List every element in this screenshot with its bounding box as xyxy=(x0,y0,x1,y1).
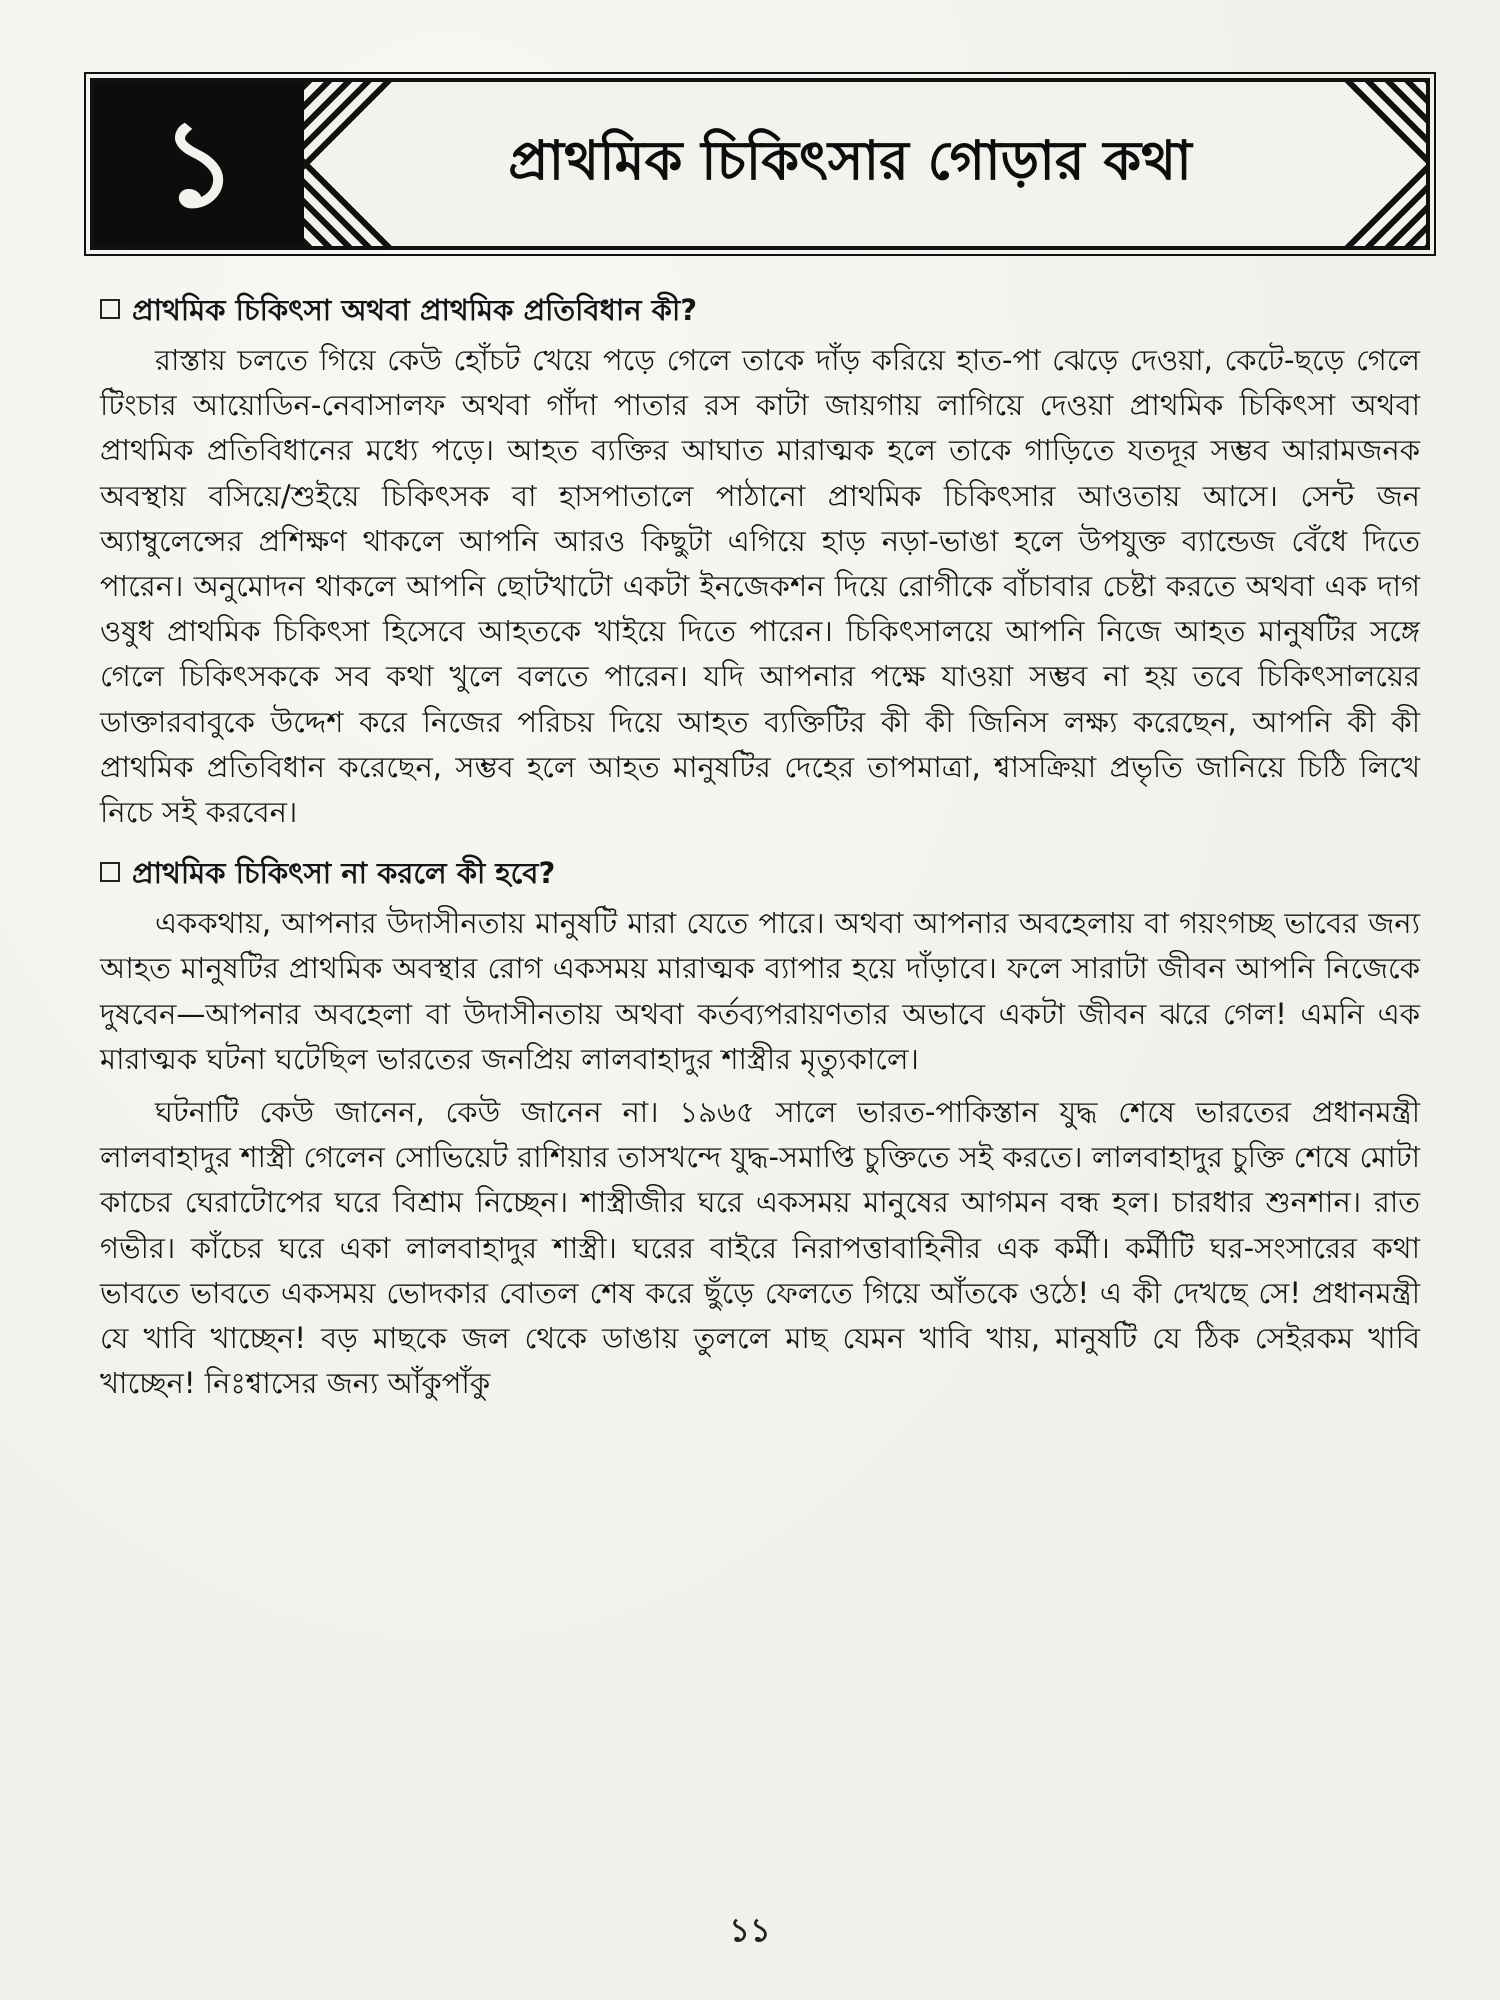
page-body xyxy=(100,288,1420,1414)
checkbox-bullet-icon xyxy=(100,299,120,319)
chapter-number-block xyxy=(94,82,304,246)
section-heading xyxy=(100,288,1420,332)
paragraph: রাস্তায় চলতে গিয়ে কেউ হোঁচট খেয়ে পড়ে গেলে তাকে দাঁড় করিয়ে হাত-পা ঝেড়ে দেওয়া, কেটে-ছড়ে গেলে টিংচার আয়োডিন-নেবাসালফ অথবা গাঁদা পাতার রস কাটা জায়গায় লাগিয়ে দেওয়া প্রাথমিক চিকিৎসা অথবা প্রাথমিক প্রতিবিধানের মধ্যে পড়ে। আহত ব্যক্তির আঘাত মারাত্মক হলে তাকে গাড়িতে যতদূর সম্ভব আরামজনক অবস্থায় বসিয়ে/শুইয়ে চিকিৎসক বা হাসপাতালে পাঠানো প্রাথমিক চিকিৎসার আওতায় আসে। সেন্ট জন অ্যাম্বুলেন্সের প্রশিক্ষণ থাকলে আপনি আরও কিছুটা এগিয়ে হাড় নড়া-ভাঙা হলে উপযুক্ত ব্যান্ডেজ বেঁধে দিতে পারেন। অনুমোদন থাকলে আপনি ছোটখাটো একটা ইনজেকশন দিয়ে রোগীকে বাঁচাবার চেষ্টা করতে অথবা এক দাগ ওষুধ প্রাথমিক চিকিৎসা হিসেবে আহতকে খাইয়ে দিতে পারেন। চিকিৎসালয়ে আপনি নিজে আহত মানুষটির সঙ্গে গেলে চিকিৎসককে সব কথা খুলে বলতে পারেন। যদি আপনার পক্ষে যাওয়া সম্ভব না হয় তবে চিকিৎসালয়ের ডাক্তারবাবুকে উদ্দেশ করে নিজের পরিচয় দিয়ে আহত ব্যক্তিটির কী কী জিনিস লক্ষ্য করেছেন, আপনি কী কী প্রাথমিক প্রতিবিধান করেছেন, সম্ভব হলে আহত মানুষটির দেহের তাপমাত্রা, শ্বাসক্রিয়া প্রভৃতি জানিয়ে চিঠি লিখে নিচে সই করবেন। xyxy=(100,343,1420,830)
chapter-header-box xyxy=(90,78,1430,250)
section-heading xyxy=(100,851,1420,895)
section-heading-text: প্রাথমিক চিকিৎসা না করলে কী হবে? xyxy=(132,856,556,891)
paragraph: ঘটনাটি কেউ জানেন, কেউ জানেন না। ১৯৬৫ সালে ভারত-পাকিস্তান যুদ্ধ শেষে ভারতের প্রধানমন্ত্রী লালবাহাদুর শাস্ত্রী গেলেন সোভিয়েট রাশিয়ার তাসখন্দে যুদ্ধ-সমাপ্তি চুক্তিতে সই করতে। লালবাহাদুর চুক্তি শেষে মোটা কাচের ঘেরাটোপের ঘরে বিশ্রাম নিচ্ছেন। শাস্ত্রীজীর ঘরে একসময় মানুষের আগমন বন্ধ হল। চারধার শুনশান। রাত গভীর। কাঁচের ঘরে একা লালবাহাদুর শাস্ত্রী। ঘরের বাইরে নিরাপত্তাবাহিনীর এক কর্মী। কর্মীটি ঘর-সংসারের কথা ভাবতে ভাবতে একসময় ভোদকার বোতল শেষ করে ছুঁড়ে ফেলতে গিয়ে আঁতকে ওঠে! এ কী দেখছে সে! প্রধানমন্ত্রী যে খাবি খাচ্ছেন! বড় মাছকে জল থেকে ডাঙায় তুললে মাছ যেমন খাবি খায়, মানুষটি যে ঠিক সেইরকম খাবি খাচ্ছেন! নিঃশ্বাসের জন্য আঁকুপাঁকু xyxy=(100,1095,1420,1401)
page-number: ১১ xyxy=(729,1911,771,1949)
paragraph: এককথায়, আপনার উদাসীনতায় মানুষটি মারা যেতে পারে। অথবা আপনার অবহেলায় বা গয়ংগচ্ছ ভাবের জন্য আহত মানুষটির প্রাথমিক অবস্থার রোগ একসময় মারাত্মক ব্যাপার হয়ে দাঁড়াবে। ফলে সারাটা জীবন আপনি নিজেকে দুষবেন—আপনার অবহেলা বা উদাসীনতায় অথবা কর্তব্যপরায়ণতার অভাবে একটা জীবন ঝরে গেল! এমনি এক মারাত্মক ঘটনা ঘটেছিল ভারতের জনপ্রিয় লালবাহাদুর শাস্ত্রীর মৃত্যুকালে। xyxy=(100,906,1420,1076)
chapter-number: ১ xyxy=(160,93,238,234)
checkbox-bullet-icon xyxy=(100,862,120,882)
chapter-title: প্রাথমিক চিকিৎসার গোড়ার কথা xyxy=(508,128,1192,192)
section-heading-text: প্রাথমিক চিকিৎসা অথবা প্রাথমিক প্রতিবিধান কী? xyxy=(132,293,698,327)
